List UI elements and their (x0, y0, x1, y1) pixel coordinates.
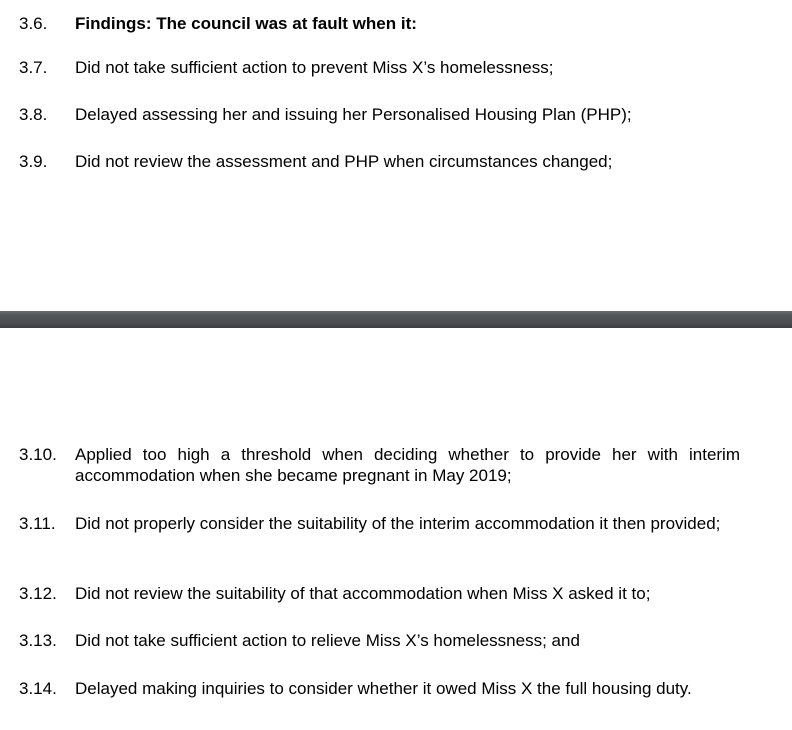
paragraph-text: Did not take sufficient action to relieve Miss X’s homelessness; and (75, 631, 580, 650)
paragraph-number: 3.6. (19, 14, 48, 33)
page-break-separator (0, 311, 792, 328)
paragraph-number: 3.9. (19, 152, 48, 171)
paragraph-text: Delayed assessing her and issuing her Personalised Housing Plan (PHP); (75, 105, 632, 124)
paragraph-number: 3.7. (19, 58, 48, 77)
paragraph-number: 3.11. (19, 514, 56, 533)
paragraph-number: 3.13. (19, 631, 57, 650)
paragraph-text: Did not take sufficient action to prevent Miss X’s homelessness; (75, 58, 554, 77)
paragraph-number: 3.12. (19, 584, 57, 603)
paragraph-text: Delayed making inquiries to consider whether it owed Miss X the full housing duty. (75, 679, 692, 698)
paragraph-text: Applied too high a threshold when deciding whether to provide her with interim accommodation when she became pregnant in May 2019; (75, 445, 740, 485)
paragraph-text: Did not review the assessment and PHP when circumstances changed; (75, 152, 613, 171)
paragraph-number: 3.14. (19, 679, 57, 698)
paragraph-number: 3.8. (19, 105, 48, 124)
paragraph-number: 3.10. (19, 445, 57, 464)
paragraph-text: Did not properly consider the suitability of the interim accommodation it then provided; (75, 514, 721, 533)
paragraph-text: Did not review the suitability of that accommodation when Miss X asked it to; (75, 584, 651, 603)
findings-heading: Findings: The council was at fault when it: (75, 14, 417, 33)
